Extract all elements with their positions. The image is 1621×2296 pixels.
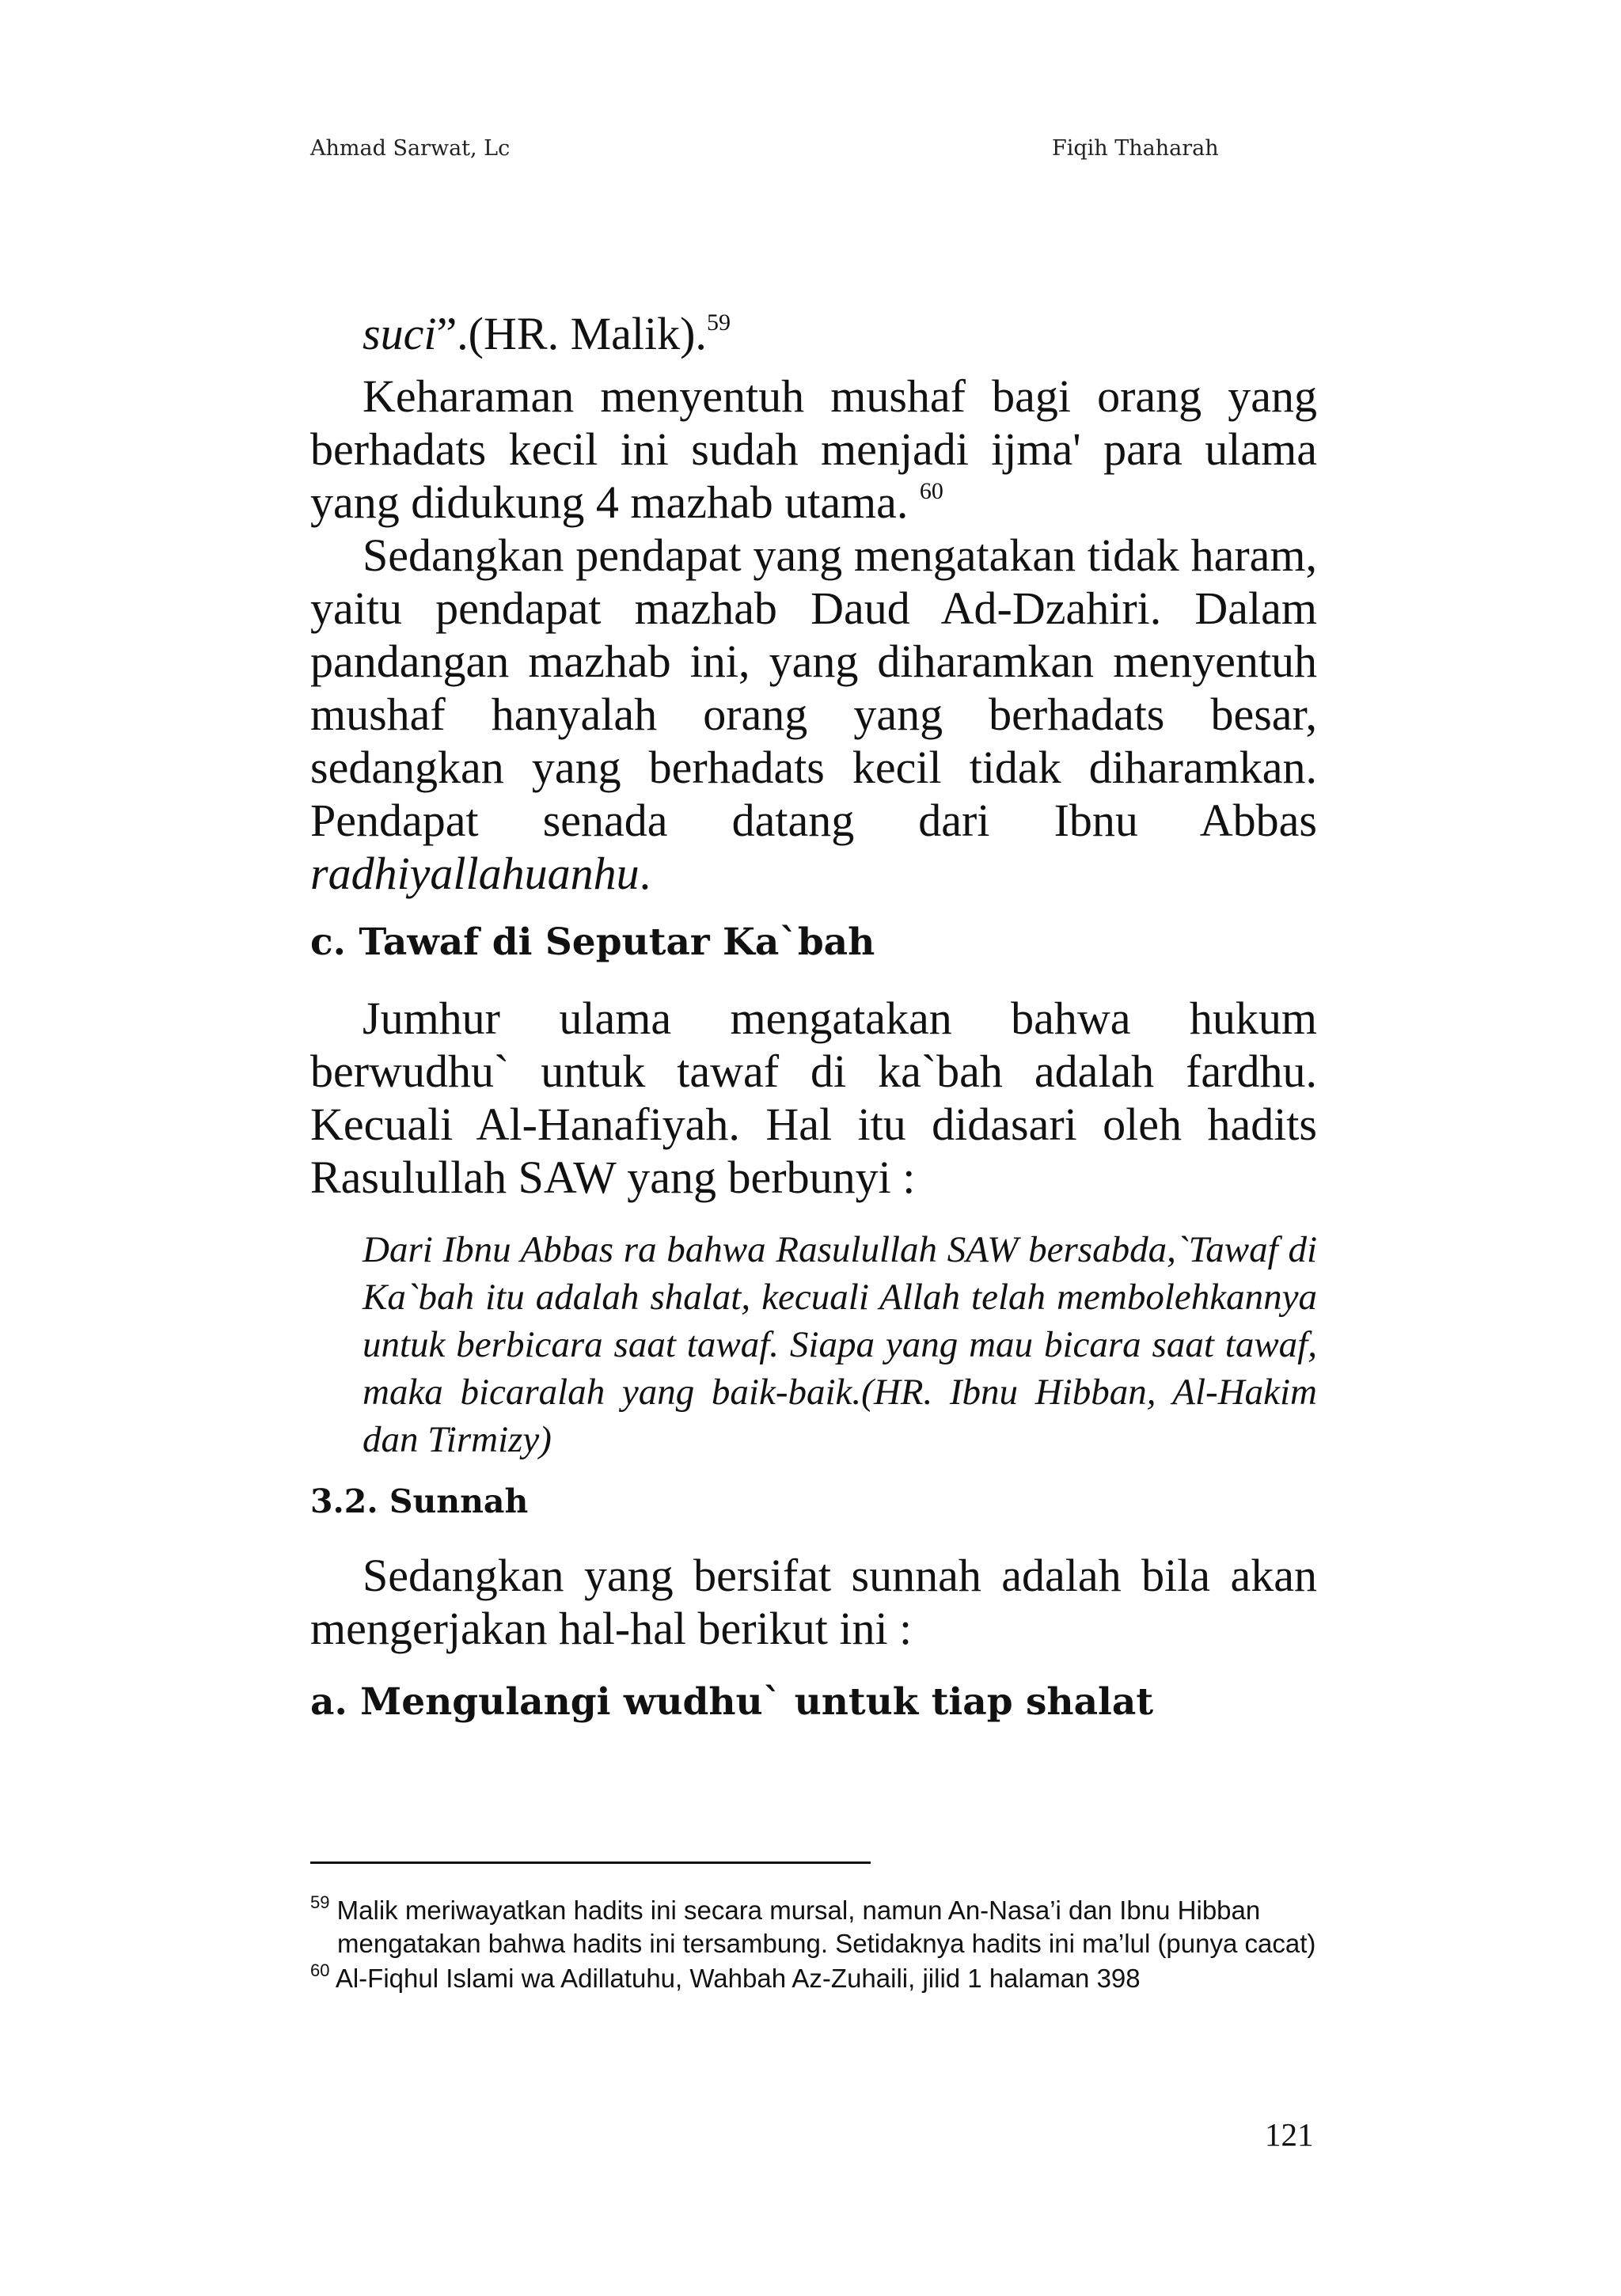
- heading-mengulangi-wudhu: a. Mengulangi wudhu` untuk tiap shalat: [310, 1680, 1154, 1724]
- page-content: [310, 307, 1317, 1726]
- header-author: Ahmad Sarwat, Lc: [310, 136, 511, 161]
- heading-sunnah: 3.2. Sunnah: [310, 1482, 529, 1520]
- footnote-60: [310, 1962, 1317, 1995]
- paragraph-text: Sedangkan pendapat yang mengatakan tidak haram, yaitu pendapat mazhab Daud Ad-Dzahiri. Dalam pandangan mazhab ini, yang diharamkan menyentuh mushaf hanyalah orang yang berhadats besar, sedangkan yang berhadats kecil tidak diharamkan. Pendapat senada datang dari Ibnu Abbas: [310, 529, 1317, 846]
- paragraph-text: Keharaman menyentuh mushaf bagi orang yang berhadats kecil ini sudah menjadi ijma' para ulama yang didukung 4 mazhab utama.: [310, 370, 1317, 528]
- footnote-text: Al-Fiqhul Islami wa Adillatuhu, Wahbah Az-Zuhaili, jilid 1 halaman 398: [335, 1964, 1141, 1993]
- paragraph-hadith-end: [310, 307, 1317, 360]
- paragraph-text: ”.(HR. Malik).: [436, 308, 707, 359]
- paragraph-end: .: [639, 848, 651, 899]
- paragraph-daud: [310, 529, 1317, 900]
- heading-tawaf: c. Tawaf di Seputar Ka`bah: [310, 920, 875, 964]
- footnote-number: 59: [310, 1892, 330, 1912]
- italic-text: radhiyallahuanhu: [310, 848, 640, 899]
- header-book-title: Fiqih Thaharah: [1052, 136, 1219, 161]
- footnote-text: Malik meriwayatkan hadits ini secara mursal, namun An-Nasa’i dan Ibnu Hibban: [336, 1896, 1261, 1925]
- paragraph-jumhur: Jumhur ulama mengatakan bahwa hukum berwudhu` untuk tawaf di ka`bah adalah fardhu. Kecuali Al-Hanafiyah. Hal itu didasari oleh hadits Rasulullah SAW yang berbunyi :: [310, 992, 1317, 1203]
- paragraph-haram: [310, 370, 1317, 529]
- footnote-59: [310, 1894, 1317, 1960]
- footnote-separator: [310, 1861, 871, 1864]
- footnote-text-cont: mengatakan bahwa hadits ini tersambung. Setidaknya hadits ini ma’lul (punya cacat): [337, 1929, 1316, 1958]
- italic-text: suci: [363, 308, 437, 359]
- quote-hadith-tawaf: Dari Ibnu Abbas ra bahwa Rasulullah SAW bersabda,`Tawaf di Ka`bah itu adalah shalat, kecuali Allah telah membolehkannya untuk berbicara saat tawaf. Siapa yang mau bicara saat tawaf, maka bicaralah yang baik-baik.(HR. Ibnu Hibban, Al-Hakim dan Tirmizy): [363, 1229, 1317, 1460]
- footnote-number: 60: [310, 1960, 330, 1980]
- paragraph-sunnah: Sedangkan yang bersifat sunnah adalah bila akan mengerjakan hal-hal berikut ini :: [310, 1550, 1317, 1654]
- footnote-ref-60: 60: [919, 478, 943, 504]
- page-number: 121: [1265, 2116, 1314, 2153]
- footnote-ref-59: 59: [706, 309, 731, 336]
